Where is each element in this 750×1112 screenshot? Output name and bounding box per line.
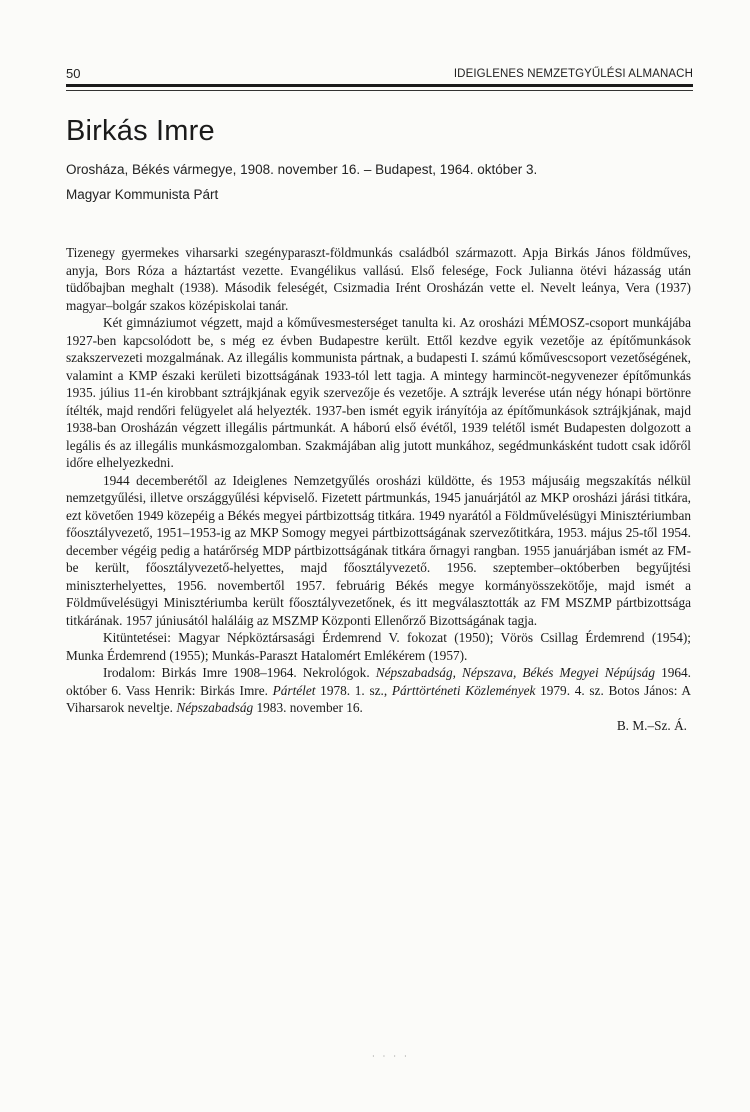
- entry-dates: Orosháza, Békés vármegye, 1908. november 16. – Budapest, 1964. október 3.: [66, 162, 538, 177]
- literature-title-2: Pártélet: [272, 682, 316, 698]
- author-signature: B. M.–Sz. Á.: [616, 717, 687, 733]
- header-rule-thick: [66, 84, 693, 87]
- literature-text-1: Irodalom: Birkás Imre 1908–1964. Nekrológok.: [103, 665, 376, 680]
- paragraph-origins: Tizenegy gyermekes viharsarki szegényparaszt-földmunkás családból származott. Apja Birkás János földműves, anyja, Bors Róza a háztartást vezette. Evangélikus vallású. Első felesége, Fock Julianna ötévi házasság után tüdőbajban meghalt (1938). Második feleségét, Csizmadia Irént Orosházán vette el. Nevelt leánya, Vera (1937) magyar–bolgár szakos középiskolai tanár.: [66, 245, 691, 313]
- biography-text: [66, 244, 691, 734]
- header-rule-thin: [66, 90, 693, 91]
- page-number: 50: [66, 66, 81, 81]
- literature-title-1: Népszabadság, Népszava, Békés Megyei Népújság: [375, 665, 655, 680]
- entry-party: Magyar Kommunista Párt: [66, 187, 219, 202]
- footer-dots: · · · ·: [372, 1052, 410, 1061]
- paragraph-awards: Kitüntetései: Magyar Népköztársasági Érdemrend V. fokozat (1950); Vörös Csillag Érdemrend (1954); Munka Érdemrend (1955); Munkás-Paraszt Hatalomért Emlékérem (1957).: [66, 630, 691, 663]
- page-header: [66, 64, 693, 94]
- paragraph-career: Két gimnáziumot végzett, majd a kőművesmesterséget tanulta ki. Az orosházi MÉMOSZ-csoport munkájába 1927-ben kapcsolódott be, s még ez évben Budapestre került. Ettől kezdve egyik vezetője az építőmunkások szakszervezeti mozgalmának. Az illegális kommunista pártnak, a budapesti I. számú kőművescsoport vezetőségének, valamint a KMP északi kerületi bizottságának 1933-tól lett tagja. A mintegy harmincöt-negyvenezer építőmunkás 1935. július 11-én kirobbant sztrájkjának egyik szervezője és vezetője. A sztrájk leverése után négy hónapi börtönre ítélték, majd rendőri felügyelet alá helyezték. 1937-ben ismét egyik irányítója az építőmunkások sztrájkjának, majd 1938-ban Orosházán végzett illegális pártmunkát. A háború első évétől, 1939 telétől ismét Budapesten dolgozott a legális és az illegális munkásmozgalomban. Szakmájában alig jutott munkához, segédmunkásként tudott csak időről időre elhelyezkedni.: [66, 315, 691, 470]
- literature-text-4: 1979. 4. sz. Botos János: A Viharsarok neveltje.: [66, 682, 691, 715]
- literature-text-5: 1983. november 16.: [253, 700, 363, 715]
- literature-title-3: Párttörténeti Közlemények: [391, 682, 536, 698]
- entry-title: Birkás Imre: [66, 115, 215, 147]
- running-head: IDEIGLENES NEMZETGYŰLÉSI ALMANACH: [453, 68, 693, 80]
- paragraph-literature: [66, 664, 691, 717]
- literature-title-4: Népszabadság: [176, 700, 254, 715]
- literature-text-2: 1964. október 6. Vass Henrik: Birkás Imre.: [66, 665, 692, 698]
- paragraph-offices: 1944 decemberétől az Ideiglenes Nemzetgyűlés orosházi küldötte, és 1953 májusáig megszakítás nélkül nemzetgyűlési, illetve országgyűlési képviselő. Fizetett pártmunkás, 1945 januárjától az MKP orosházi járási titkára, ezt követően 1949 közepéig a Békés megyei pártbizottság titkára. 1949 nyarától a Földművelésügyi Minisztériumban főosztályvezető, 1951–1953-ig az MKP Somogy megyei pártbizottságának szervezőtitkára, 1953. május 25-től 1954. december végéig pedig a határőrség MDP pártbizottságának titkára őrnagyi rangban. 1955 januárjában ismét az FM-be került, főosztályvezető-helyettes, majd főosztályvezető. 1956. szeptember–októberben begyűjtési miniszterhelyettes, 1956. novembertől 1957. februárig Békés megye kormányösszekötője, majd ismét a Földművelésügyi Minisztériumba került főosztályvezetőnek, és itt megválasztották az FM MSZMP pártbizottsága titkárának. 1957 júniusától haláláig az MSZMP Központi Ellenőrző Bizottságának tagja.: [66, 472, 691, 628]
- literature-text-3: 1978. 1. sz.,: [315, 682, 392, 698]
